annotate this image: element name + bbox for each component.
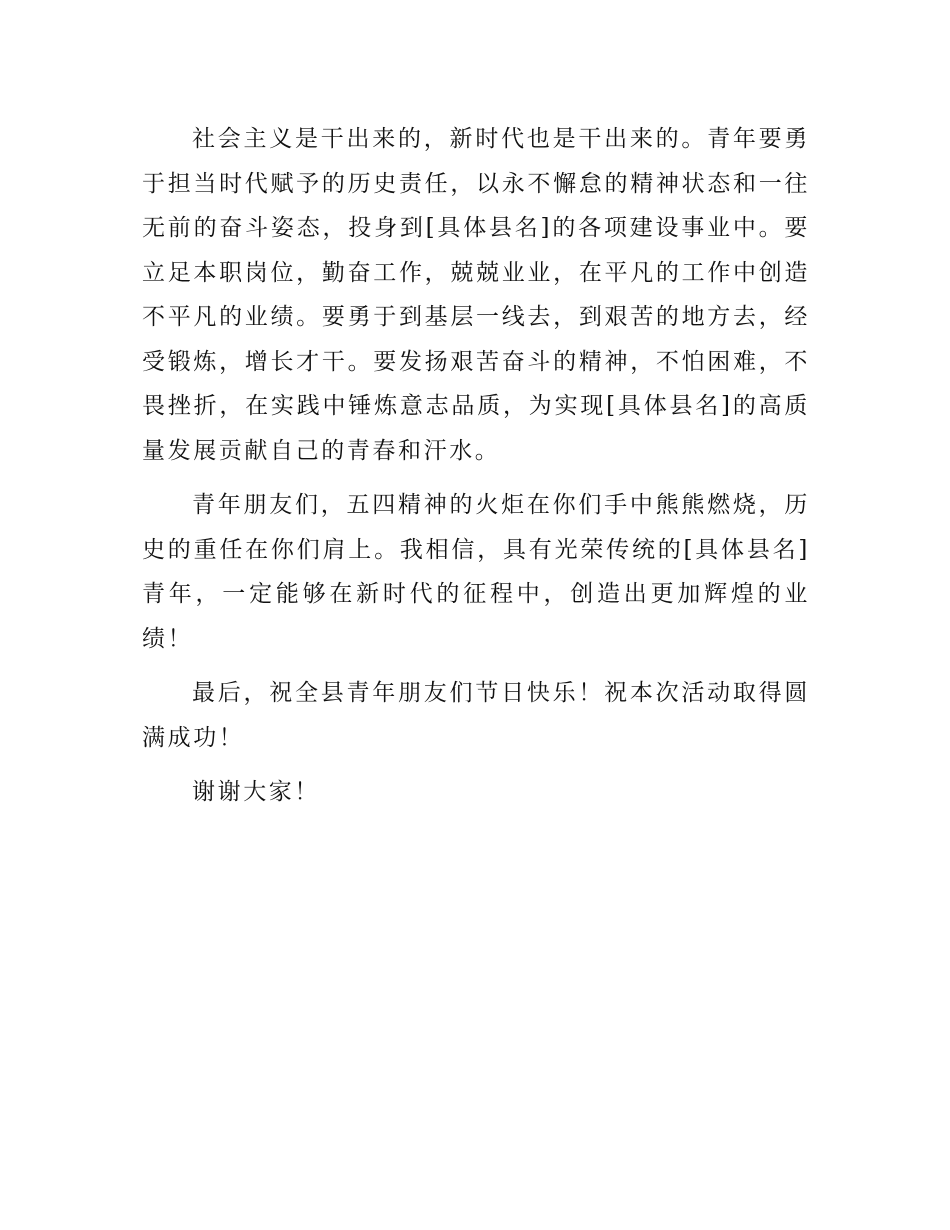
closing-line: 谢谢大家！ [192,779,320,805]
paragraph: 社会主义是干出来的，新时代也是干出来的。青年要勇于担当时代赋予的历史责任，以永不懈怠的精神状态和一往无前的奋斗姿态，投身到[具体县名]的各项建设事业中。要立足本职岗位，勤奋工作，兢兢业业，在平凡的工作中创造不平凡的业绩。要勇于到基层一线去，到艰苦的地方去，经受锻炼，增长才干。要发扬艰苦奋斗的精神，不怕困难，不畏挫折，在实践中锤炼意志品质，为实现[具体县名]的高质量发展贡献自己的青春和汗水。 [142,126,810,464]
paragraph: 青年朋友们，五四精神的火炬在你们手中熊熊燃烧，历史的重任在你们肩上。我相信，具有光荣传统的[具体县名]青年，一定能够在新时代的征程中，创造出更加辉煌的业绩！ [142,492,810,652]
document-body [142,117,810,825]
paragraph: 最后，祝全县青年朋友们节日快乐！祝本次活动取得圆满成功！ [142,680,810,751]
